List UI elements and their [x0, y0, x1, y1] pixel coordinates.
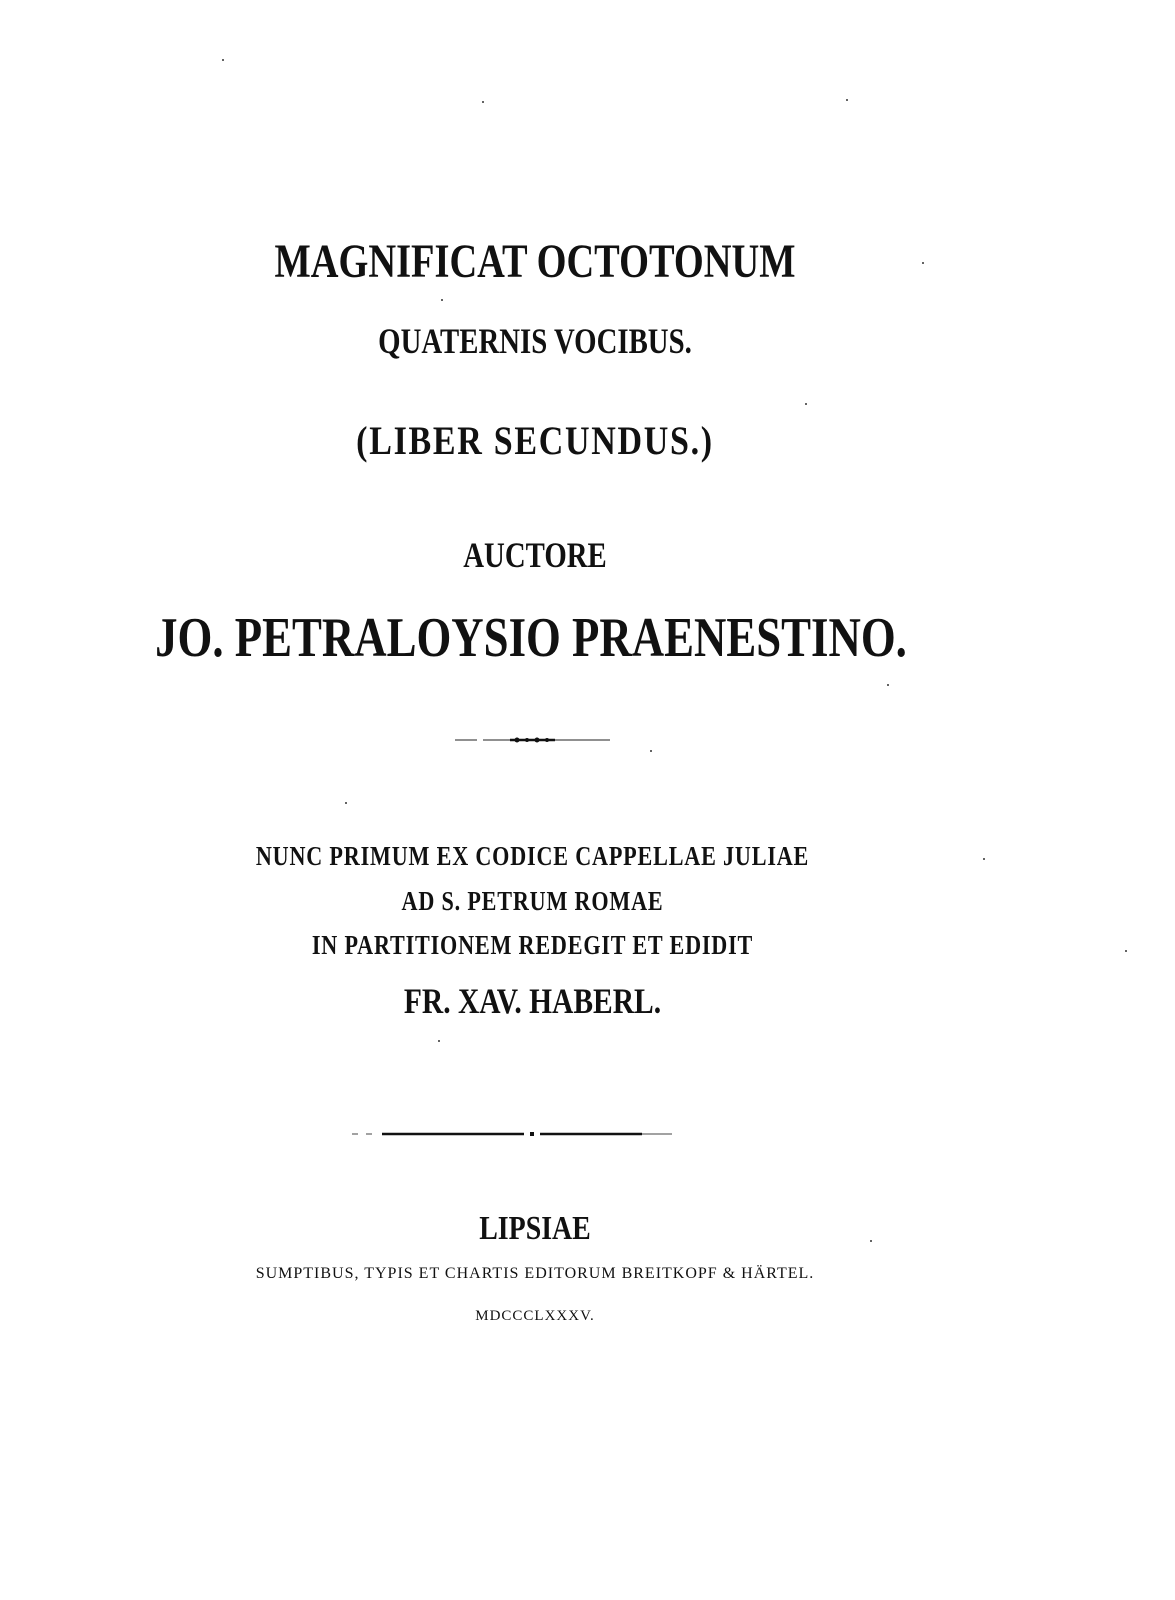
paper-speck: [805, 403, 807, 405]
editorial-line-3: IN PARTITIONEM REDEGIT ET EDIDIT: [311, 930, 754, 960]
paper-speck: [222, 59, 224, 61]
editorial-line-1: NUNC PRIMUM EX CODICE CAPPELLAE JULIAE: [255, 841, 810, 871]
paper-speck: [650, 750, 652, 752]
editorial-line-2: AD S. PETRUM ROMAE: [401, 886, 664, 916]
auctore-label: AUCTORE: [463, 535, 607, 575]
ornamental-rule-lower: [352, 1124, 672, 1144]
paper-speck: [345, 802, 347, 804]
paper-speck: [441, 299, 443, 301]
paper-speck: [922, 262, 924, 264]
author-name: JO. PETRALOYSIO PRAENESTINO.: [155, 607, 907, 669]
volume-label: (LIBER SECUNDUS.): [356, 418, 714, 463]
paper-speck: [1125, 950, 1127, 952]
paper-speck: [438, 1040, 440, 1042]
editor-name: FR. XAV. HABERL.: [403, 981, 662, 1021]
ornamental-rule-upper: [455, 730, 610, 750]
paper-speck: [482, 101, 484, 103]
paper-speck: [983, 858, 985, 860]
paper-speck: [887, 684, 889, 686]
book-title: MAGNIFICAT OCTOTONUM: [274, 235, 796, 288]
imprint-publisher: SUMPTIBUS, TYPIS ET CHARTIS EDITORUM BREITKOPF & HÄRTEL.: [255, 1265, 815, 1282]
imprint-city: LIPSIAE: [479, 1210, 591, 1247]
paper-speck: [870, 1240, 872, 1242]
book-subtitle: QUATERNIS VOCIBUS.: [378, 321, 692, 361]
paper-speck: [846, 99, 848, 101]
imprint-year: MDCCCLXXXV.: [475, 1308, 595, 1324]
